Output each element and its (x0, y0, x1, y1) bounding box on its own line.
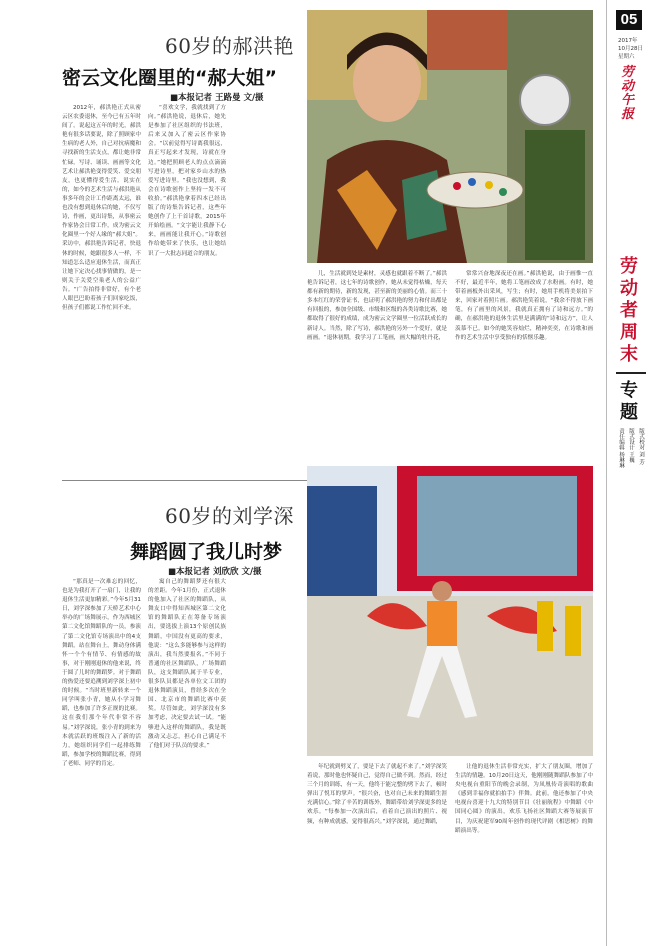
article1-column-2-text: “喜欢文学，我就找到了方向。”郝洪艳说，退休后，她先是参加了社区组织的书法班，后来又加入了密云区作家协会。“以前觉得写诗离我很远，真正写起来才发现，诗就在身边。”她把照顾老人的点点滴滴写进诗里，把对家乡山水的热爱写进诗里。“我也没想到，我会在诗歌创作上坚持一发不可收拾。”郝洪艳拿着四本已经出版了的诗集告诉记者，这些年她创作了上千首诗歌，2015年开始绘画。“文字能让我静下心来，画画能让我开心。”诗歌创作给她带来了快乐，也让她结识了一大批志同道合的朋友。 (148, 105, 226, 257)
article2-column-2-text: 寓自己的舞蹈梦还有很大的差距。今年1月份，正式退休的他加入了社区的舞蹈队，从舞友口中得知西城区第二文化馆的舞蹈队正在筹备专场演出，要选拔上演13个原创民族舞蹈，中国没有更高的要求，他说：“这么多能够参与这样的演出，我当然要报名。”不同于普通的社区舞蹈队，广场舞蹈队，这支舞蹈队属于半专业，很多队员都是各单位文工团的退休舞蹈演员，曾经多次在全国、北京市的舞蹈比赛中获奖。尽管如此，刘学深没有多加考虑，决定要去试一试。“能够进入这样的舞蹈队，我是既激动又忐忑，担心自己满足不了他们对于队员的要求。” (148, 579, 226, 749)
section-banner (612, 250, 652, 510)
article2-column-5 (455, 763, 593, 938)
article2-headline: 舞蹈圆了我儿时梦 (130, 541, 283, 563)
page-number: 05 (616, 10, 642, 30)
article1-headline: 密云文化圈里的“郝大姐” (62, 67, 277, 89)
article1-column-1-text: 2012年，郝洪艳正式从密云区农委退休，至今已有五年时间了。说起这五年的时光，郝洪艳有很多话要说，除了照顾家中生病的老人外，自己对抗病魔和寻找新的生活支点，都让她非常忙碌。写诗、诵读、画画等文化艺术让郝洪艳变得爱笑、爱交朋友，也更懂得爱生活。说实在的，如今的艺术生活与郝洪艳从事多年的会计工作距离太远，谁也没有想到退休后的她，不仅写诗，作画，更出诗集，从事密云作家协会日常工作，成为密云文化圈里一个好人缘的“郝大姐”。采访中，郝洪艳告诉记者，快退休的时候，她跟很多人一样，不知道怎么适应退休生活，而真正让她下定决心找事情做的，是一则关于关爱空巢老人的公益广告。“广告拍得非常好，有个老人眼巴巴盼着孩子们回家吃饭，但孩子们都说工作忙回不来。 (62, 105, 141, 312)
article1-column-1 (62, 104, 141, 476)
article1-kicker: 60岁的郝洪艳 (165, 34, 294, 58)
article2-column-2 (148, 578, 226, 938)
sidebar-rule (606, 0, 607, 946)
date-line-1: 2017年 (618, 38, 638, 44)
article1-column-3 (233, 104, 312, 476)
section-subtitle: 专题 (620, 380, 638, 423)
editor-credit-2: 版式设计 王巍 (628, 428, 634, 463)
article1-column-5-text: 常常兴奋地深夜还在画。”郝洪艳说，由于画惟一直不好，最近半年，她将工笔画改成了水粉画。有时，她带着画板外出采风，写生；有时，她用手机将美景拍下来，回家对着照片画。郝洪艳笑着说，“我余不得放下画笔，有了画里的风景，我就真正拥有了诗和远方。”的确，在郝洪艳的退休生活里是满满的“诗和远方”，让人羡慕不已。如今的她笑容灿烂，精神奕奕，在诗歌和画作的艺术生活中享受独有的恬惬乐趣。 (455, 271, 593, 341)
article2-column-4-text: 年纪就到劈叉了，要是下去了就起不来了。”刘学深笑着说，那时他也怀疑自己，觉得自己做不到。然而，经过三个月的训练，有一天，他终于能完整的劈下去了，顿时弹出了悦耳的掌声。“很兴奋，也对自己未来的舞蹈生涯充满信心。”除了辛苦的训练外，舞蹈带给刘学深更多的是欢乐。“每参加一次演出后，看着自己演出的照片、视频，有种成就感，觉得很高兴。”刘学深说，通过舞蹈， (307, 764, 447, 825)
article1-column-2 (148, 104, 226, 476)
article1-photo-illustration (307, 10, 593, 263)
article1-column-4 (307, 270, 447, 466)
article1-column-5 (455, 270, 593, 466)
section-title: 劳动者周末 (620, 256, 638, 365)
article2-kicker: 60岁的刘学深 (165, 504, 294, 528)
editor-credit-3: 版式校对 刘 芳 (638, 428, 644, 465)
article2-column-4 (307, 763, 447, 938)
article2-photo-illustration (307, 466, 593, 756)
article2-column-3 (233, 578, 307, 938)
article1-column-4-text: 儿，生活就到处是素材，灵感也就跟着不断了。”郝洪艳告诉记者，这七年的诗歌创作，她从未觉得枯燥，每天都有新的期待，新的发现，甚至新的美丽的心情。而三十多本红红的荣誉证书，也证明了郝洪艳的努力和付出都是有回报的，参加全国级、市级和区级的各类诗歌比赛，她都取得了很好的成绩，成为密云文学圈里一位活跃成长的新诗人。当然，除了写诗，郝洪艳的另外一个爱好，就是画画。“退休初期，我学习了工笔画，画大幅的牡丹花， (307, 271, 447, 341)
article2-column-1-text: “那真是一次难忘的回忆，也是为我打开了一扇门，让我的退休生活更加精彩。”今年5月31日，刘学深参加了天桥艺术中心举办的广场舞展示，作为西城区第二文化馆舞蹈队的一员，参演了第二文化馆专场演出中的4支舞蹈。站在舞台上，舞动身体满怀一个个有情节、有情感的故事，对于刚刚退休的他来说，终于圆了儿时的舞蹈梦。对于舞蹈的热爱还要追溯到刘学深上初中的时候。“当时班里新转来一个同学叫张小青，她从小学习舞蹈，也参加了许多正规的比赛。这在我们那个年代非常不容易。”刘学深说，张小青的到来为本就活跃的班级注入了新的活力，她组织同学们一起排练舞蹈，参加学校的舞蹈比赛，得到了老师、同学的肯定。 (62, 579, 141, 767)
article2-photo (307, 466, 593, 756)
article2-byline: ■本报记者 刘欣欣 文/摄 (168, 567, 262, 577)
masthead (612, 8, 652, 122)
section-divider (616, 372, 646, 374)
article2-column-5-text: 让他的退休生活非常充实，扩大了朋友圈，增加了生活的情趣。10月20日这天，他刚刚随舞蹈队参加了中央电视台重阳节的晚会录制，为凤凰传奇演唱的歌曲《感到幸福你就拍拍手》伴舞。此前，他还参加了中央电视台喜迎十九大的特别节目《壮丽航程》中舞蹈《中国同心圆》的演出，欢乐飞扬社区舞蹈大赛等展演节目，为庆祝建军90周年创作的现代评剧《相思树》的舞蹈演出等。 (455, 764, 593, 834)
article1-byline: ■本报记者 王路曼 文/摄 (170, 93, 264, 103)
article1-photo (307, 10, 593, 263)
article2-column-1 (62, 578, 141, 938)
date-line-2: 10月28日 (618, 46, 643, 52)
date-line-3: 星期六 (618, 54, 635, 60)
editor-credit-1: 责任编辑 杨琳琳 (618, 428, 624, 469)
paper-name-logo: 劳动午报 (621, 65, 635, 122)
